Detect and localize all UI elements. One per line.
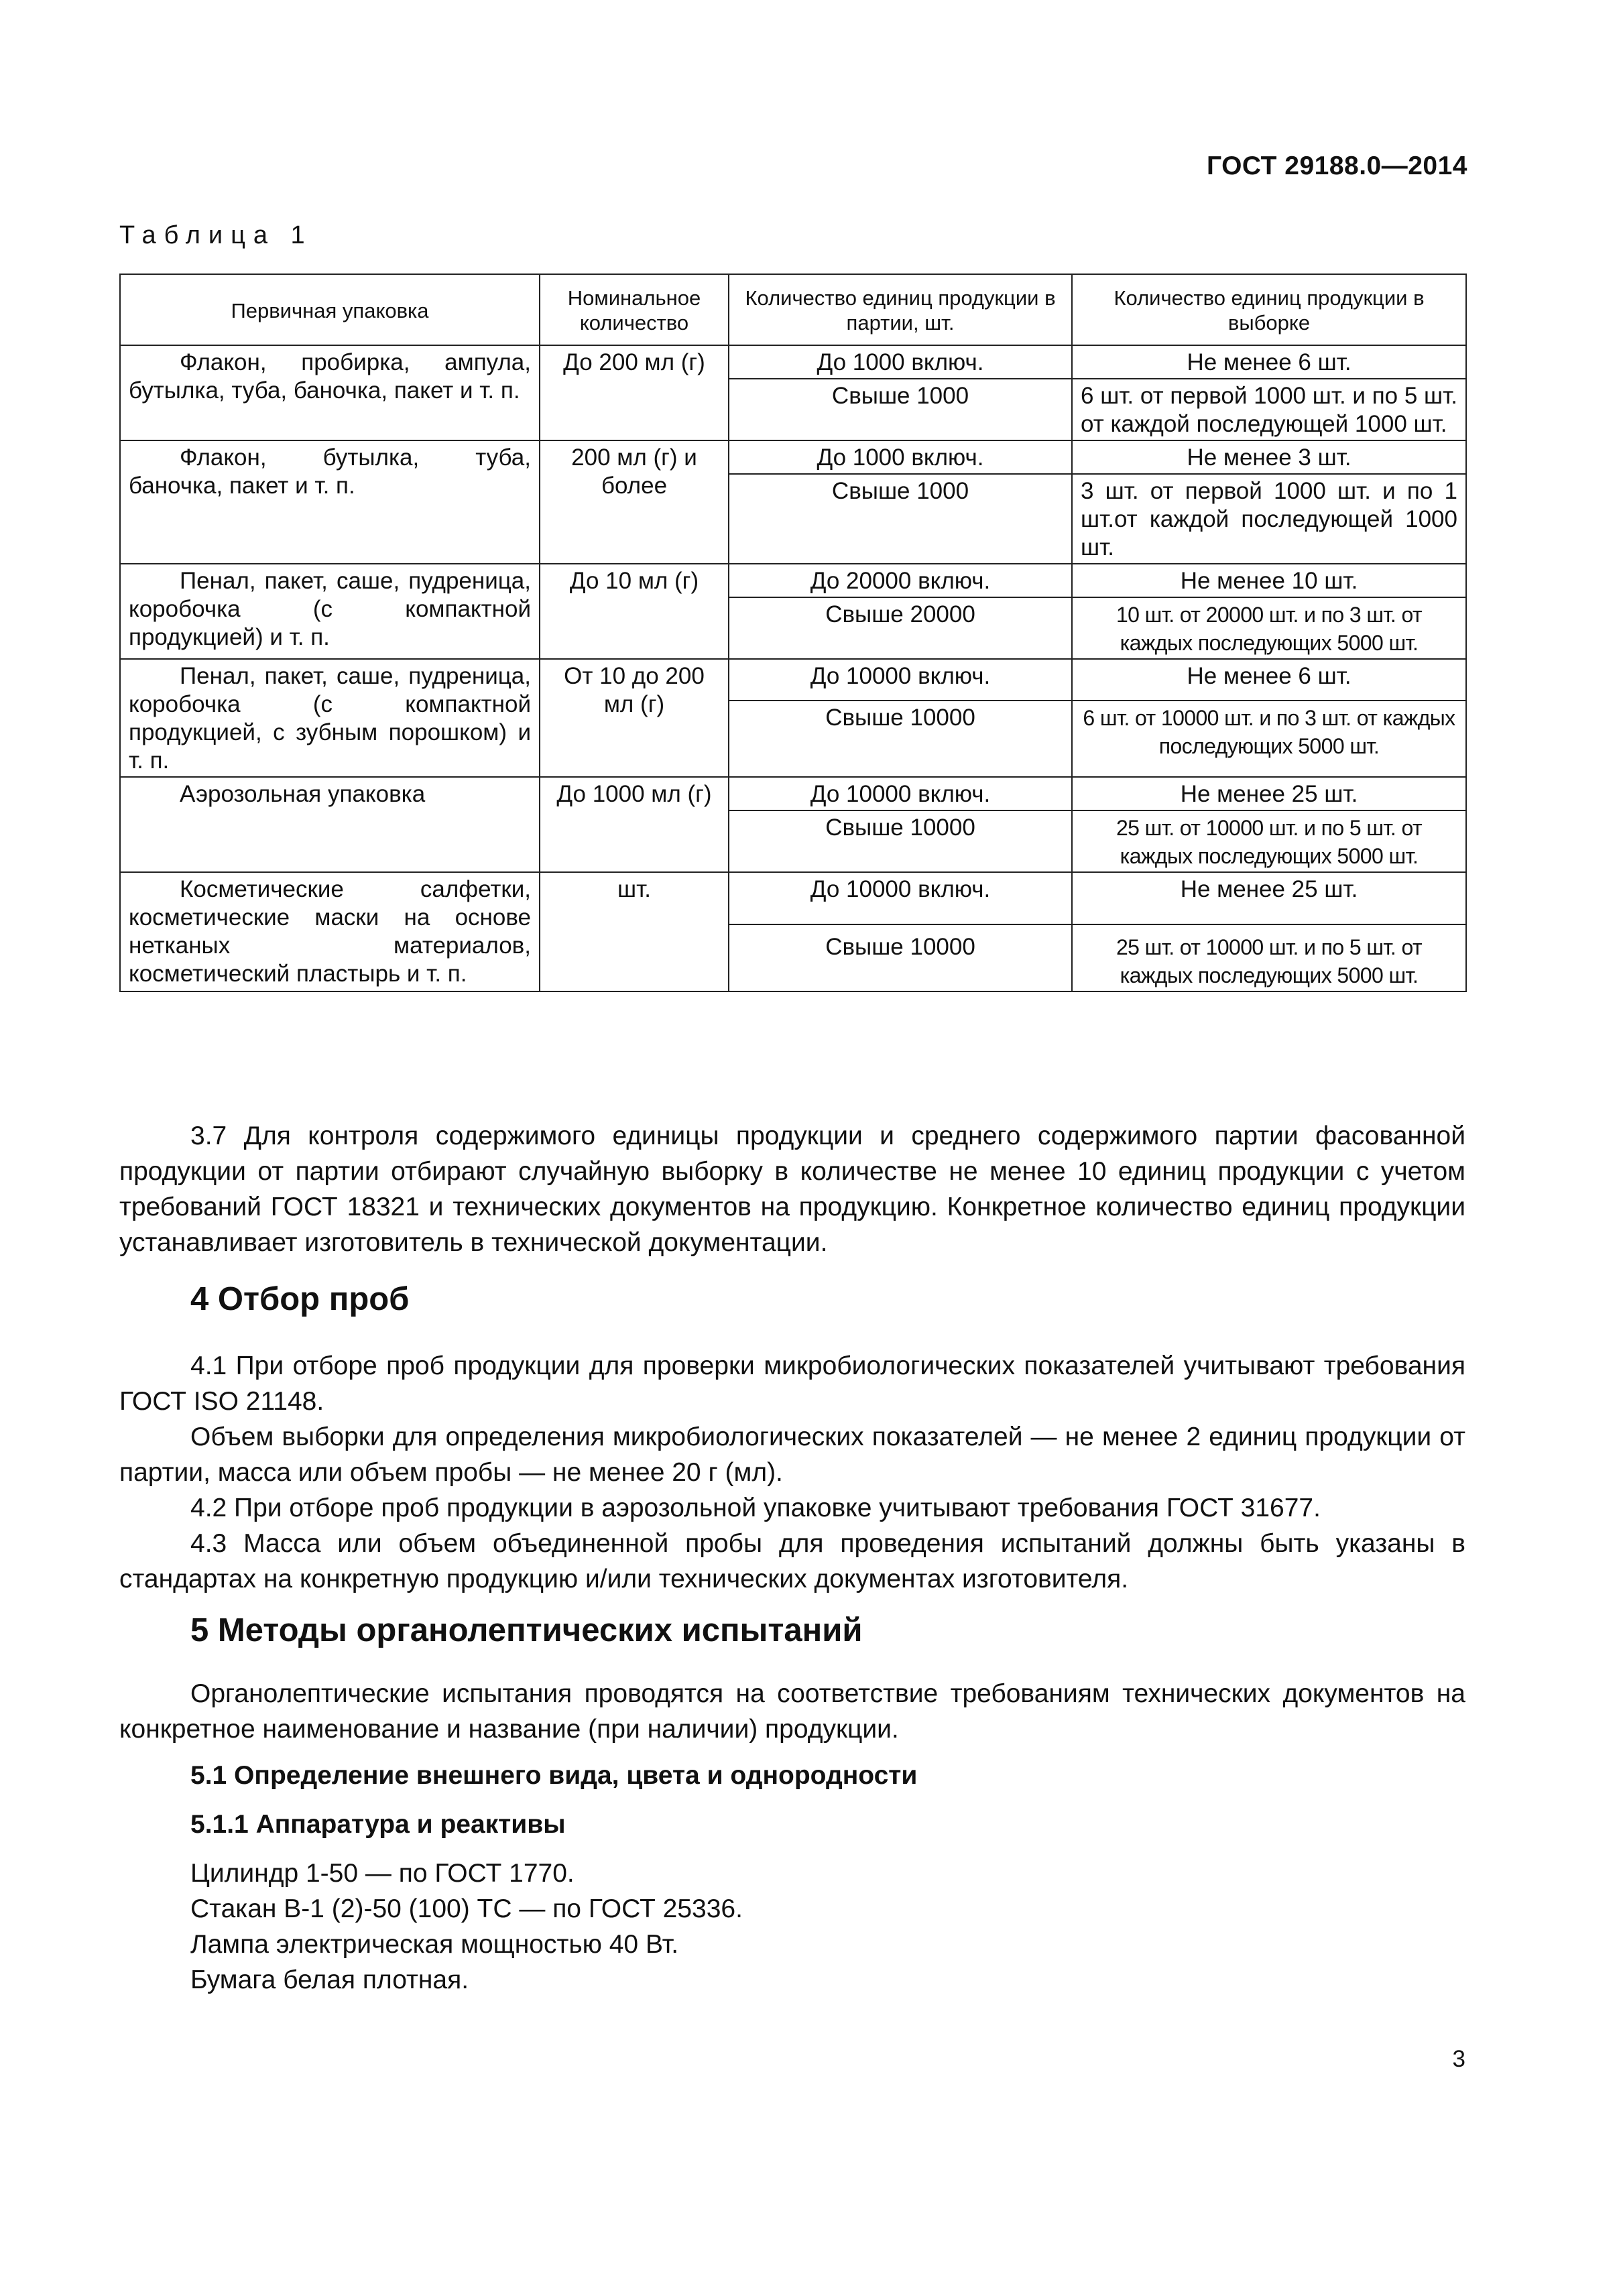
sample-cell: Не менее 10 шт. [1072, 564, 1466, 597]
paragraph-4-2: 4.2 При отборе проб продукции в аэрозольной упаковке учитывают требования ГОСТ 31677. [190, 1494, 1321, 1522]
equipment-item: Бумага белая плотная. [190, 1966, 469, 1994]
sample-cell: Не менее 6 шт. [1072, 345, 1466, 379]
equipment-item: Лампа электрическая мощностью 40 Вт. [190, 1930, 679, 1959]
nominal-cell: До 10 мл (г) [540, 564, 729, 659]
section-5-title: 5 Методы органолептических испытаний [190, 1612, 863, 1648]
packaging-cell: Флакон, бутылка, туба, баночка, пакет и т. п. [120, 440, 540, 564]
nominal-cell: 200 мл (г) и более [540, 440, 729, 564]
nominal-cell: От 10 до 200 мл (г) [540, 659, 729, 777]
paragraph-3-7: 3.7 Для контроля содержимого единицы продукции и среднего содержимого партии фасованной продукции от партии отбирают случайную выборку в количестве не менее 10 единиц продукции с учетом требований ГОСТ 18321 и технических документов на продукцию. Конкретное количество единиц продукции устанавливает изготовитель в технической документации. [119, 1122, 1465, 1257]
lot-cell: До 20000 включ. [729, 564, 1072, 597]
nominal-cell: шт. [540, 872, 729, 991]
col-header-nominal: Номинальное количество [540, 274, 729, 345]
table-row [120, 777, 1466, 810]
sample-cell: 6 шт. от первой 1000 шт. и по 5 шт. от каждой последующей 1000 шт. [1072, 379, 1466, 440]
paragraph-4-1-volume: Объем выборки для определения микробиологических показателей — не менее 2 единиц продукции от партии, масса или объем пробы — не менее 20 г (мл). [119, 1423, 1465, 1487]
sampling-table [119, 274, 1467, 992]
page-number: 3 [1452, 2046, 1465, 2072]
document-code: ГОСТ 29188.0—2014 [1206, 152, 1467, 180]
sample-cell: 25 шт. от 10000 шт. и по 5 шт. от каждых последующих 5000 шт. [1072, 924, 1466, 991]
table-row [120, 659, 1466, 701]
sample-cell: 25 шт. от 10000 шт. и по 5 шт. от каждых последующих 5000 шт. [1072, 810, 1466, 872]
col-header-packaging: Первичная упаковка [120, 274, 540, 345]
sample-cell: Не менее 3 шт. [1072, 440, 1466, 474]
packaging-cell: Косметические салфетки, косметические маски на основе нетканых материалов, косметический пластырь и т. п. [120, 872, 540, 991]
packaging-cell: Аэрозольная упаковка [120, 777, 540, 872]
sample-cell: Не менее 25 шт. [1072, 777, 1466, 810]
packaging-cell: Флакон, пробирка, ампула, бутылка, туба, баночка, пакет и т. п. [120, 345, 540, 440]
lot-cell: До 10000 включ. [729, 659, 1072, 701]
equipment-item: Цилиндр 1-50 — по ГОСТ 1770. [190, 1859, 575, 1888]
paragraph-3-7-block [119, 1118, 1465, 1260]
packaging-cell: Пенал, пакет, саше, пудреница, коробочка (с компактной продукцией, с зубным порошком) и т. п. [120, 659, 540, 777]
equipment-list [190, 1856, 743, 1998]
equipment-item: Стакан В-1 (2)-50 (100) ТС — по ГОСТ 25336. [190, 1894, 743, 1923]
lot-cell: До 1000 включ. [729, 440, 1072, 474]
nominal-cell: До 1000 мл (г) [540, 777, 729, 872]
table-row [120, 872, 1466, 924]
subsection-5-1-1-title: 5.1.1 Аппаратура и реактивы [190, 1810, 566, 1839]
lot-cell: Свыше 1000 [729, 379, 1072, 440]
sample-cell: Не менее 25 шт. [1072, 872, 1466, 924]
lot-cell: Свыше 10000 [729, 810, 1072, 872]
table-caption: Таблица 1 [119, 221, 313, 249]
packaging-cell: Пенал, пакет, саше, пудреница, коробочка (с компактной продукцией) и т. п. [120, 564, 540, 659]
lot-cell: Свыше 10000 [729, 924, 1072, 991]
section-5-intro: Органолептические испытания проводятся на соответствие требованиям технических документов на конкретное наименование и название (при наличии) продукции. [119, 1679, 1465, 1744]
sample-cell: 10 шт. от 20000 шт. и по 3 шт. от каждых последующих 5000 шт. [1072, 597, 1466, 659]
sample-cell: 6 шт. от 10000 шт. и по 3 шт. от каждых последующих 5000 шт. [1072, 701, 1466, 777]
paragraph-4-3: 4.3 Масса или объем объединенной пробы для проведения испытаний должны быть указаны в стандартах на конкретную продукцию и/или технических документах изготовителя. [119, 1529, 1465, 1593]
sample-cell: Не менее 6 шт. [1072, 659, 1466, 701]
lot-cell: До 10000 включ. [729, 777, 1072, 810]
section-5-intro-block [119, 1676, 1465, 1747]
table-row [120, 345, 1466, 379]
lot-cell: Свыше 10000 [729, 701, 1072, 777]
lot-cell: Свыше 1000 [729, 474, 1072, 564]
lot-cell: До 1000 включ. [729, 345, 1072, 379]
col-header-sample-quantity: Количество единиц продукции в выборке [1072, 274, 1466, 345]
table-header-row [120, 274, 1466, 345]
col-header-lot-quantity: Количество единиц продукции в партии, шт. [729, 274, 1072, 345]
nominal-cell: До 200 мл (г) [540, 345, 729, 440]
sample-cell: 3 шт. от первой 1000 шт. и по 1 шт.от каждой последующей 1000 шт. [1072, 474, 1466, 564]
subsection-5-1-title: 5.1 Определение внешнего вида, цвета и однородности [190, 1761, 918, 1790]
lot-cell: До 10000 включ. [729, 872, 1072, 924]
paragraph-4-1: 4.1 При отборе проб продукции для проверки микробиологических показателей учитывают требования ГОСТ ISO 21148. [119, 1351, 1465, 1416]
lot-cell: Свыше 20000 [729, 597, 1072, 659]
section-4-body [119, 1348, 1465, 1597]
table-row [120, 564, 1466, 597]
section-4-title: 4 Отбор проб [190, 1281, 410, 1317]
table-row [120, 440, 1466, 474]
